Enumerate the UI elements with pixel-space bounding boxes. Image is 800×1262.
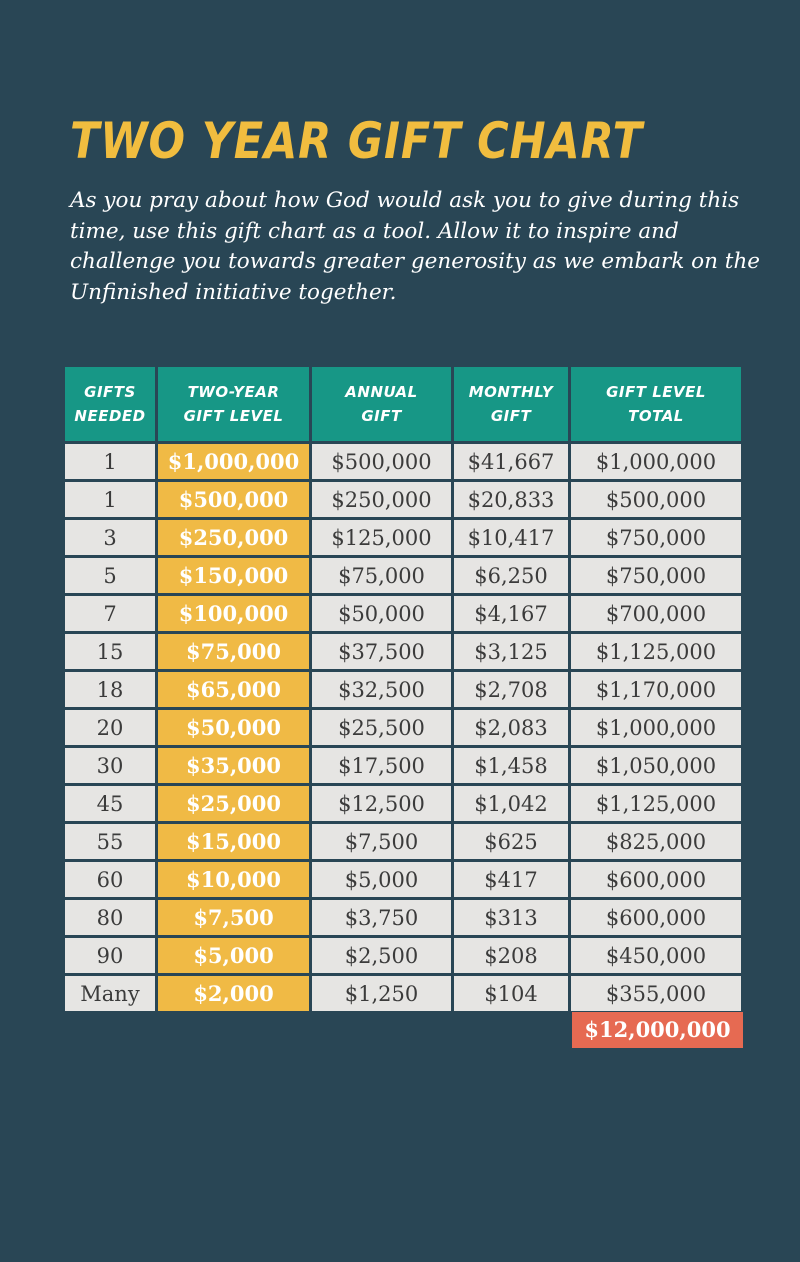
annual-gift-cell: $5,000 — [312, 862, 451, 897]
gifts-needed-cell: 3 — [65, 520, 155, 555]
monthly-gift-cell: $2,708 — [454, 672, 568, 707]
gifts-needed-cell: 60 — [65, 862, 155, 897]
annual-gift-cell: $12,500 — [312, 786, 451, 821]
table-row — [65, 862, 741, 897]
header-two-year-gift-level — [158, 367, 309, 441]
monthly-gift-cell: $208 — [454, 938, 568, 973]
table-row — [65, 748, 741, 783]
gifts-needed-cell: 7 — [65, 596, 155, 631]
header-gifts-needed — [65, 367, 155, 441]
gift-level-cell: $1,000,000 — [158, 444, 309, 479]
gift-level-cell: $7,500 — [158, 900, 309, 935]
gift-level-cell: $100,000 — [158, 596, 309, 631]
level-total-cell: $1,050,000 — [571, 748, 741, 783]
table-row — [65, 824, 741, 859]
monthly-gift-cell: $3,125 — [454, 634, 568, 669]
level-total-cell: $500,000 — [571, 482, 741, 517]
gift-level-cell: $65,000 — [158, 672, 309, 707]
monthly-gift-cell: $4,167 — [454, 596, 568, 631]
monthly-gift-cell: $104 — [454, 976, 568, 1011]
level-total-cell: $825,000 — [571, 824, 741, 859]
table-row — [65, 900, 741, 935]
monthly-gift-cell: $1,042 — [454, 786, 568, 821]
gifts-needed-cell: 45 — [65, 786, 155, 821]
table-row — [65, 672, 741, 707]
monthly-gift-cell: $417 — [454, 862, 568, 897]
level-total-cell: $700,000 — [571, 596, 741, 631]
header-line: NEEDED — [74, 407, 146, 425]
header-line: MONTHLY — [468, 383, 554, 401]
header-line: TWO-YEAR — [187, 383, 280, 401]
header-gift-level-total — [571, 367, 741, 441]
level-total-cell: $1,000,000 — [571, 710, 741, 745]
gift-level-cell: $10,000 — [158, 862, 309, 897]
level-total-cell: $600,000 — [571, 862, 741, 897]
table-row — [65, 786, 741, 821]
monthly-gift-cell: $625 — [454, 824, 568, 859]
table-row — [65, 976, 741, 1011]
header-monthly-gift — [454, 367, 568, 441]
table-row — [65, 520, 741, 555]
gifts-needed-cell: 80 — [65, 900, 155, 935]
gift-level-cell: $250,000 — [158, 520, 309, 555]
gifts-needed-cell: 90 — [65, 938, 155, 973]
monthly-gift-cell: $2,083 — [454, 710, 568, 745]
table-row — [65, 596, 741, 631]
level-total-cell: $450,000 — [571, 938, 741, 973]
level-total-cell: $750,000 — [571, 558, 741, 593]
annual-gift-cell: $7,500 — [312, 824, 451, 859]
level-total-cell: $1,170,000 — [571, 672, 741, 707]
header-line: ANNUAL — [345, 383, 418, 401]
grand-total: $12,000,000 — [572, 1012, 743, 1048]
table-header-row — [65, 367, 741, 441]
header-line: GIFT LEVEL — [606, 383, 706, 401]
level-total-cell: $750,000 — [571, 520, 741, 555]
table-row — [65, 938, 741, 973]
gift-level-cell: $35,000 — [158, 748, 309, 783]
gifts-needed-cell: 5 — [65, 558, 155, 593]
monthly-gift-cell: $20,833 — [454, 482, 568, 517]
gift-rows — [65, 444, 741, 1011]
annual-gift-cell: $50,000 — [312, 596, 451, 631]
gifts-needed-cell: 55 — [65, 824, 155, 859]
level-total-cell: $1,000,000 — [571, 444, 741, 479]
gift-level-cell: $150,000 — [158, 558, 309, 593]
table-row — [65, 710, 741, 745]
gift-level-cell: $25,000 — [158, 786, 309, 821]
level-total-cell: $1,125,000 — [571, 786, 741, 821]
gifts-needed-cell: 20 — [65, 710, 155, 745]
monthly-gift-cell: $6,250 — [454, 558, 568, 593]
gifts-needed-cell: Many — [65, 976, 155, 1011]
page-title: TWO YEAR GIFT CHART — [70, 112, 643, 170]
annual-gift-cell: $2,500 — [312, 938, 451, 973]
annual-gift-cell: $250,000 — [312, 482, 451, 517]
annual-gift-cell: $1,250 — [312, 976, 451, 1011]
annual-gift-cell: $25,500 — [312, 710, 451, 745]
table-row — [65, 558, 741, 593]
header-line: TOTAL — [628, 407, 684, 425]
gifts-needed-cell: 18 — [65, 672, 155, 707]
gift-level-cell: $500,000 — [158, 482, 309, 517]
gift-level-cell: $15,000 — [158, 824, 309, 859]
level-total-cell: $1,125,000 — [571, 634, 741, 669]
table-row — [65, 482, 741, 517]
gift-chart-table — [62, 364, 744, 1014]
header-annual-gift — [312, 367, 451, 441]
monthly-gift-cell: $10,417 — [454, 520, 568, 555]
annual-gift-cell: $3,750 — [312, 900, 451, 935]
monthly-gift-cell: $313 — [454, 900, 568, 935]
gifts-needed-cell: 1 — [65, 444, 155, 479]
table-row — [65, 444, 741, 479]
gifts-needed-cell: 30 — [65, 748, 155, 783]
header-line: GIFT — [361, 407, 402, 425]
monthly-gift-cell: $1,458 — [454, 748, 568, 783]
annual-gift-cell: $125,000 — [312, 520, 451, 555]
annual-gift-cell: $32,500 — [312, 672, 451, 707]
level-total-cell: $355,000 — [571, 976, 741, 1011]
gift-level-cell: $2,000 — [158, 976, 309, 1011]
level-total-cell: $600,000 — [571, 900, 741, 935]
header-line: GIFTS — [84, 383, 136, 401]
annual-gift-cell: $500,000 — [312, 444, 451, 479]
intro-paragraph: As you pray about how God would ask you to give during this time, use this gift chart as a tool. Allow it to inspire and challenge you towards greater generosity as we embark on the Unfinished initiative together. — [70, 188, 761, 305]
header-line: GIFT — [490, 407, 532, 425]
annual-gift-cell: $17,500 — [312, 748, 451, 783]
table-row — [65, 634, 741, 669]
annual-gift-cell: $37,500 — [312, 634, 451, 669]
gift-level-cell: $50,000 — [158, 710, 309, 745]
annual-gift-cell: $75,000 — [312, 558, 451, 593]
gift-level-cell: $5,000 — [158, 938, 309, 973]
gifts-needed-cell: 1 — [65, 482, 155, 517]
gifts-needed-cell: 15 — [65, 634, 155, 669]
monthly-gift-cell: $41,667 — [454, 444, 568, 479]
gift-level-cell: $75,000 — [158, 634, 309, 669]
header-line: GIFT LEVEL — [183, 407, 284, 425]
